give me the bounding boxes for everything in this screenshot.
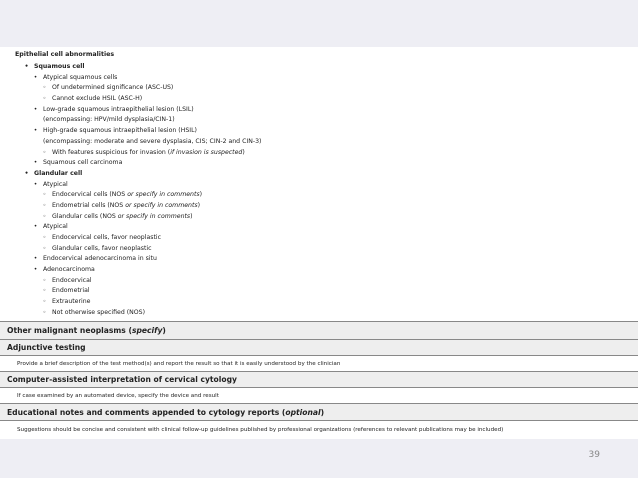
list-item-text: Cannot exclude HSIL (ASC-H) bbox=[52, 95, 143, 103]
list-item bbox=[15, 233, 628, 244]
cytology-report-table bbox=[0, 47, 638, 431]
list-item-text: Endometrial cells (NOS or specify in comments) bbox=[52, 201, 201, 209]
list-item-text: Of undetermined significance (ASC-US) bbox=[52, 84, 174, 92]
list-item-text: Atypical bbox=[43, 180, 68, 188]
list-item bbox=[15, 83, 628, 94]
list-item bbox=[15, 265, 628, 276]
open-bullet-icon: ◦ bbox=[42, 234, 47, 241]
list-item-text: Atypical bbox=[43, 223, 68, 231]
list-item bbox=[15, 286, 628, 297]
list-item bbox=[15, 222, 628, 233]
list-item-text: Glandular cells, favor neoplastic bbox=[52, 244, 152, 252]
bullet-icon: • bbox=[33, 266, 38, 274]
open-bullet-icon: ◦ bbox=[42, 201, 47, 209]
list-item-text: Extrauterine bbox=[52, 298, 91, 306]
open-bullet-icon: ◦ bbox=[42, 95, 47, 103]
list-item-text: Endocervical cells (NOS or specify in comments) bbox=[52, 191, 203, 199]
educational-notes-text: Suggestions should be concise and consistent with clinical follow-up guidelines published by professional organizations (references to relevant publications may be included) bbox=[0, 421, 638, 439]
open-bullet-icon: ◦ bbox=[42, 244, 47, 252]
list-item-continuation bbox=[15, 115, 628, 126]
squamous-heading: Squamous cell bbox=[34, 63, 85, 70]
list-item-text: (encompassing: HPV/mild dysplasia/CIN-1) bbox=[43, 116, 175, 124]
computer-assisted-text: If case examined by an automated device, specify the device and result bbox=[0, 388, 638, 404]
list-item bbox=[15, 276, 628, 287]
list-item bbox=[15, 297, 628, 308]
list-item bbox=[15, 308, 628, 319]
list-item-continuation bbox=[15, 137, 628, 148]
open-bullet-icon: ◦ bbox=[42, 308, 47, 316]
epithelial-section bbox=[0, 47, 638, 322]
glandular-heading: Glandular cell bbox=[34, 169, 83, 177]
bullet-icon: • bbox=[33, 105, 38, 113]
list-item-text: Endocervical cells, favor neoplastic bbox=[52, 234, 162, 241]
list-item-text: Endometrial bbox=[52, 287, 90, 295]
bullet-icon: • bbox=[33, 127, 38, 135]
bullet-icon: • bbox=[33, 159, 38, 167]
bullet-icon: • bbox=[24, 63, 29, 70]
list-item bbox=[15, 126, 628, 137]
list-item bbox=[15, 244, 628, 255]
open-bullet-icon: ◦ bbox=[42, 191, 47, 199]
list-item bbox=[15, 254, 628, 265]
adjunctive-testing-text: Provide a brief description of the test method(s) and report the result so that it is easily understood by the clinician bbox=[0, 356, 638, 372]
bullet-icon: • bbox=[24, 169, 29, 177]
list-item bbox=[15, 201, 628, 212]
bullet-icon: • bbox=[33, 255, 38, 263]
list-item bbox=[15, 105, 628, 116]
list-item-text: Endocervical adenocarcinoma in situ bbox=[43, 255, 157, 263]
list-item-text: Endocervical bbox=[52, 276, 92, 284]
list-item bbox=[15, 190, 628, 201]
list-item bbox=[15, 62, 628, 73]
bullet-icon: • bbox=[33, 180, 38, 188]
list-item-text: Low-grade squamous intraepithelial lesion (LSIL) bbox=[43, 105, 194, 113]
list-item bbox=[15, 94, 628, 105]
open-bullet-icon: ◦ bbox=[42, 212, 47, 220]
list-item-text: High-grade squamous intraepithelial lesion (HSIL) bbox=[43, 127, 197, 135]
list-item bbox=[15, 212, 628, 223]
open-bullet-icon: ◦ bbox=[42, 287, 47, 295]
section-title: Epithelial cell abnormalities bbox=[15, 51, 115, 58]
list-item bbox=[15, 180, 628, 191]
educational-notes-header: Educational notes and comments appended to cytology reports ( optional ) bbox=[0, 404, 638, 421]
other-neoplasms-header: Other malignant neoplasms ( specify ) bbox=[0, 322, 638, 340]
list-item-text: Atypical squamous cells bbox=[43, 73, 118, 81]
bullet-icon: • bbox=[33, 223, 38, 231]
list-item-text: With features suspicious for invasion (if invasion is suspected) bbox=[52, 148, 245, 156]
bullet-icon: • bbox=[33, 73, 38, 81]
adjunctive-testing-header: Adjunctive testing bbox=[0, 340, 638, 356]
list-item bbox=[15, 169, 628, 180]
list-item-text: Not otherwise specified (NOS) bbox=[52, 308, 145, 316]
open-bullet-icon: ◦ bbox=[42, 84, 47, 92]
list-item-text: (encompassing: moderate and severe dysplasia, CIS; CIN-2 and CIN-3) bbox=[43, 137, 262, 145]
list-item bbox=[15, 158, 628, 169]
open-bullet-icon: ◦ bbox=[42, 148, 47, 156]
list-item bbox=[15, 148, 628, 159]
open-bullet-icon: ◦ bbox=[42, 276, 47, 284]
open-bullet-icon: ◦ bbox=[42, 298, 47, 306]
list-item-text: Adenocarcinoma bbox=[43, 266, 95, 274]
list-item-text: Glandular cells (NOS or specify in comments) bbox=[52, 212, 193, 220]
list-item-text: Squamous cell carcinoma bbox=[43, 159, 123, 167]
page-number: 39 bbox=[588, 450, 600, 460]
computer-assisted-header: Computer-assisted interpretation of cervical cytology bbox=[0, 372, 638, 388]
list-item bbox=[15, 73, 628, 84]
